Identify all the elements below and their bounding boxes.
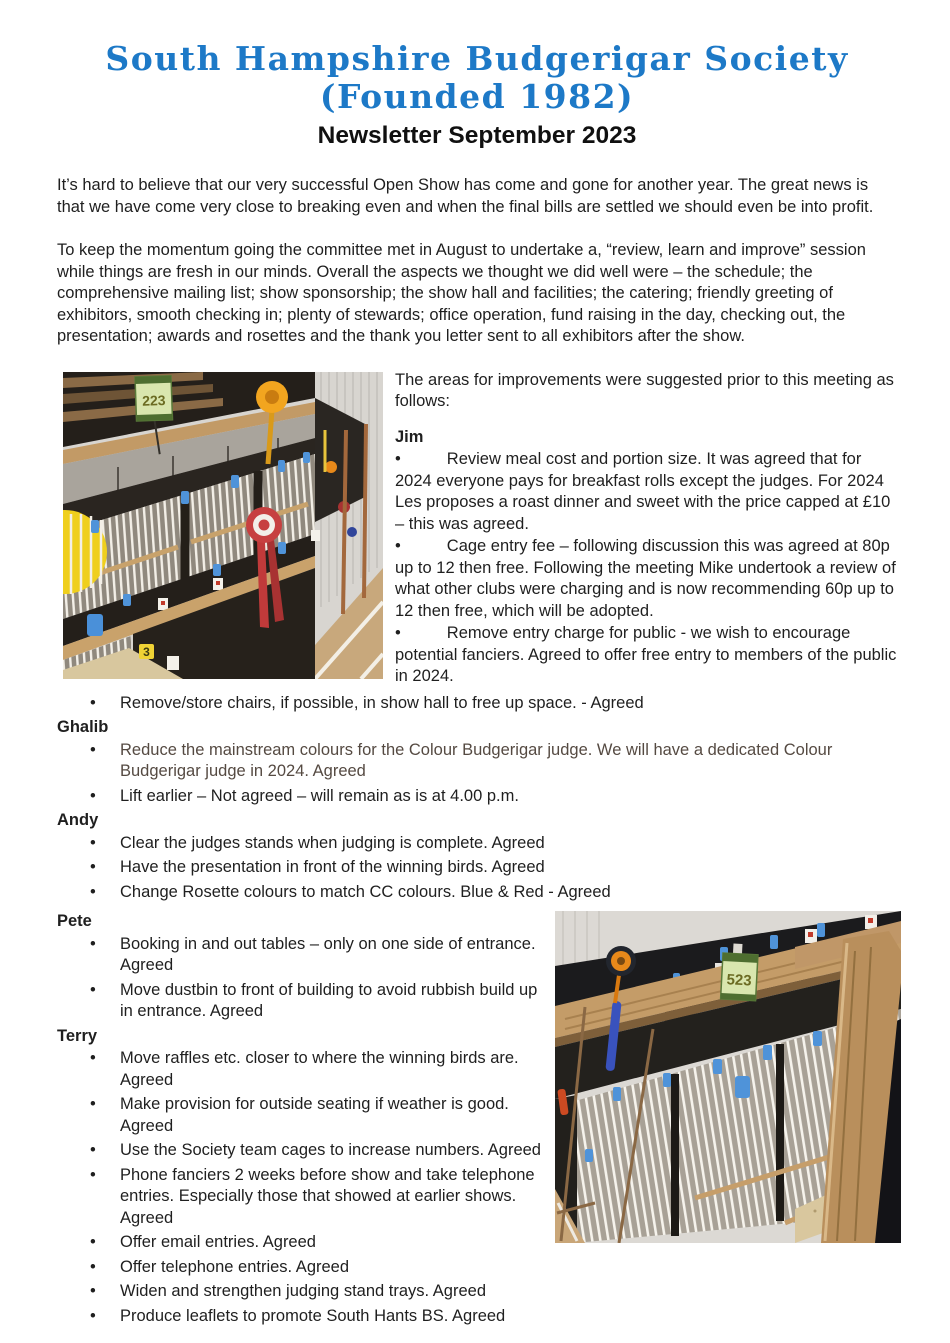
society-title-line1: South Hampshire Budgerigar Society [105,39,849,78]
bullet-item [57,857,897,879]
show-cages-photo-1 [63,372,383,679]
intro-paragraph-1: It’s hard to believe that our very successful Open Show has come and gone for another year. The great news is that we have come very close to breaking even and when the final bills are settled we should even be into profit. [57,176,874,216]
bullet-dot: • [90,1233,96,1251]
intro-section [57,175,897,348]
bullet-dot: • [395,450,401,468]
bullet-item [395,623,897,688]
section-heading-andy: Andy [57,811,99,829]
bullet-text: Have the presentation in front of the winning birds. Agreed [120,858,545,876]
bullet-text: Cage entry fee – following discussion this was agreed at 80p up to 12 then free. Following the meeting Mike undertook a review of what other clubs were charging and is now recommending 60p up to 12 then free, which will be adopted. [395,537,896,620]
bullet-text: Remove entry charge for public - we wish to encourage potential fanciers. Agreed to offer free entry to members of the public in 2024. [395,624,897,685]
bullet-text: Change Rosette colours to match CC colours. Blue & Red - Agreed [120,882,611,901]
bullet-item [57,1232,545,1254]
improvements-right-column [395,370,897,689]
class-card-223-number: 223 [141,391,166,409]
bullet-item [57,980,545,1023]
bullet-dot: • [90,740,96,759]
bullet-item [395,536,897,622]
bullet-text: Clear the judges stands when judging is complete. Agreed [120,833,545,852]
bullet-text: Widen and strengthen judging stand trays. Agreed [120,1282,486,1300]
bullet-text: Phone fanciers 2 weeks before show and take telephone entries. Especially those that showed at earlier shows. Agreed [120,1165,535,1227]
show-cages-photo-1-art [63,372,383,679]
bullet-item [57,1094,545,1137]
bullet-dot: • [90,1306,96,1325]
bullet-dot: • [90,858,96,876]
bullet-text: Move dustbin to front of building to avoid rubbish build up in entrance. Agreed [120,980,538,1020]
bullet-dot: • [90,934,96,953]
section-heading-terry: Terry [57,1026,98,1045]
improvements-bottom-block [57,911,897,1327]
intro-paragraph-2: To keep the momentum going the committee met in August to undertake a, “review, learn and improve” session while things are fresh in our minds. Overall the aspects we thought we did well were – the schedule; the comprehensive mailing list; show sponsorship; the show hall and facilities; the catering; friendly greeting of exhibitors, smooth checking in; plenty of stewards; office operation, fund raising in the day, checking out, the presentation; awards and rosettes and the thank you letter sent to all exhibitors after the show. [57,241,866,345]
bullet-dot: • [90,1165,96,1184]
improvements-top-block [57,370,897,904]
bullet-text: Review meal cost and portion size. It was agreed that for 2024 everyone pays for breakfast rolls except the judges. For 2024 Les proposes a roast dinner and sweet with the price capped at £10 – this was agreed. [395,450,891,533]
bullet-item [395,449,897,535]
bullet-text: Offer email entries. Agreed [120,1233,316,1251]
section-heading-ghalib: Ghalib [57,718,109,736]
show-cages-photo-2 [555,911,901,1243]
sticker-3-tag [139,644,154,659]
bullet-item [57,1140,545,1162]
bullet-dot: • [90,1095,96,1113]
bullet-item [57,693,897,715]
bullet-text: Booking in and out tables – only on one side of entrance. Agreed [120,934,536,974]
bullet-item [57,934,545,977]
bullet-item [57,833,897,855]
bullet-text: Produce leaflets to promote South Hants BS. Agreed [120,1306,506,1325]
bullet-text: Move raffles etc. closer to where the winning birds are. Agreed [120,1049,519,1089]
bullet-dot: • [90,980,96,999]
bullet-dot: • [90,786,96,805]
bullet-item [57,1281,897,1303]
show-cages-photo-2-art [555,911,901,1243]
bullet-item [57,740,897,783]
bullet-dot: • [90,1049,96,1067]
bullet-item [57,1165,545,1230]
bullet-text: Offer telephone entries. Agreed [120,1257,350,1276]
sticker-3-text: 3 [143,644,150,659]
bullet-item [57,1306,897,1328]
bullet-text: Make provision for outside seating if weather is good. Agreed [120,1095,509,1135]
bullet-text: Remove/store chairs, if possible, in show hall to free up space. - Agreed [120,693,644,712]
lower-label [167,656,179,670]
bullet-item [57,1257,897,1279]
newsletter-subtitle: Newsletter September 2023 [317,122,637,149]
bullet-dot: • [90,693,96,712]
bullet-dot: • [90,1141,96,1159]
improvements-list-block [57,689,897,904]
bullet-dot: • [90,882,96,901]
bullet-dot: • [90,1257,96,1276]
bullet-item [57,882,897,904]
class-card-523-number: 523 [726,971,753,990]
section-heading-jim: Jim [395,427,424,446]
section-heading-pete: Pete [57,912,92,930]
bullet-text: Reduce the mainstream colours for the Colour Budgerigar judge. We will have a dedicated Colour Budgerigar judge in 2024. Agreed [120,740,833,780]
improvements-lead: The areas for improvements were suggested prior to this meeting as follows: [395,370,894,410]
society-title-line2: (Founded 1982) [319,77,635,116]
bullet-item [57,786,897,808]
bullet-dot: • [90,833,96,852]
bullet-text: Use the Society team cages to increase numbers. Agreed [120,1141,541,1159]
bullet-text: Lift earlier – Not agreed – will remain as is at 4.00 p.m. [120,786,519,805]
bullet-dot: • [90,1282,96,1300]
bullet-dot: • [395,624,401,642]
bullet-item [57,1048,545,1091]
drinker-blue [87,614,103,636]
bullet-dot: • [395,537,401,555]
